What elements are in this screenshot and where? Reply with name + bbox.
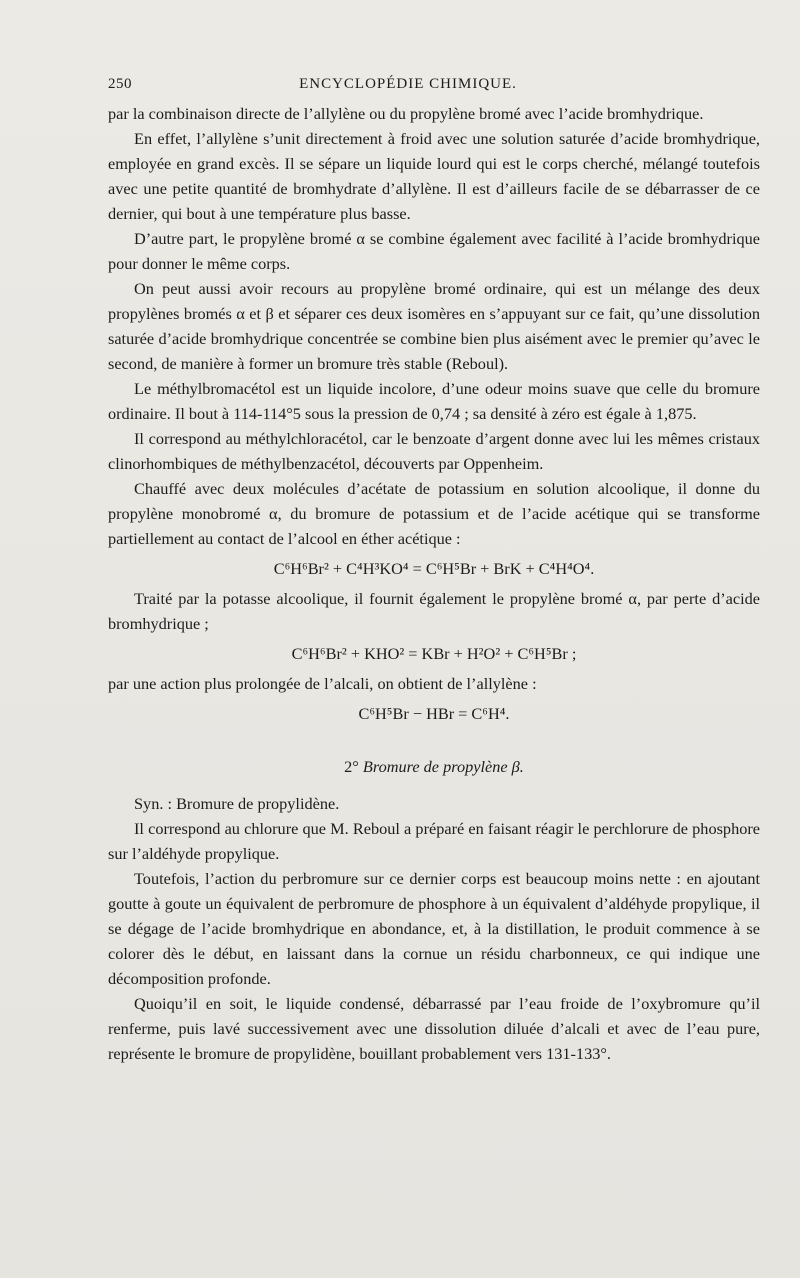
- paragraph-3: D’autre part, le propylène bromé α se combine également avec facilité à l’acide bromhydrique pour donner le même corps.: [108, 229, 760, 273]
- paragraph-12: Quoiqu’il en soit, le liquide condensé, débarrassé par l’eau froide de l’oxybromure qu’il renferme, puis lavé successivement avec une dissolution diluée d’alcali et avec de l’eau pure, représente le bromure de propylidène, bouillant probablement vers 131-133°.: [108, 994, 760, 1063]
- body-text: [108, 101, 760, 1066]
- running-title: ENCYCLOPÉDIE CHIMIQUE.: [299, 76, 517, 92]
- paragraph-5: Le méthylbromacétol est un liquide incolore, d’une odeur moins suave que celle du bromure ordinaire. Il bout à 114-114°5 sous la pression de 0,74 ; sa densité à zéro est égale à 1,875.: [108, 379, 760, 423]
- paragraph-11: Toutefois, l’action du perbromure sur ce dernier corps est beaucoup moins nette : en ajoutant goutte à goute un équivalent de perbromure de phosphore à un équivalent d’aldéhyde propylique, il se dégage de l’acide bromhydrique en abondance, et, à la distillation, le produit commence à se colorer dès le début, en laissant dans la cornue un résidu charbonneux, ce qui indique une décomposition profonde.: [108, 869, 760, 988]
- paragraph-4: On peut aussi avoir recours au propylène bromé ordinaire, qui est un mélange des deux propylènes bromés α et β et séparer ces deux isomères en s’appuyant sur ce fait, qu’une dissolution saturée d’acide bromhydrique concentrée se combine bien plus aisément avec le premier qu’avec le second, de manière à former un bromure très stable (Reboul).: [108, 279, 760, 373]
- page-number: 250: [108, 76, 132, 92]
- paragraph-9: par une action plus prolongée de l’alcali, on obtient de l’allylène :: [108, 674, 537, 693]
- section-heading: [108, 754, 760, 779]
- equation-3: C⁶H⁵Br − HBr = C⁶H⁴.: [358, 704, 510, 723]
- paragraph-7: Chauffé avec deux molécules d’acétate de potassium en solution alcoolique, il donne du propylène monobromé α, du bromure de potassium et de l’acide acétique qui se transforme partiellement au contact de l’alcool en éther acétique :: [108, 479, 760, 548]
- paragraph-2: En effet, l’allylène s’unit directement à froid avec une solution saturée d’acide bromhydrique, employée en grand excès. Il se sépare un liquide lourd qui est le corps cherché, mélangé toutefois avec une petite quantité de bromhydrate d’allylène. Il est d’ailleurs facile de se débarrasser de ce dernier, qui bout à une température plus basse.: [108, 129, 760, 223]
- paragraph-6: Il correspond au méthylchloracétol, car le benzoate d’argent donne avec lui les mêmes cristaux clinorhombiques de méthylbenzacétol, découverts par Oppenheim.: [108, 429, 760, 473]
- paragraph-1: par la combinaison directe de l’allylène ou du propylène bromé avec l’acide bromhydrique.: [108, 104, 704, 123]
- paragraph-8: Traité par la potasse alcoolique, il fournit également le propylène bromé α, par perte d’acide bromhydrique ;: [108, 589, 760, 633]
- equation-2: C⁶H⁶Br² + KHO² = KBr + H²O² + C⁶H⁵Br ;: [291, 644, 577, 663]
- synonym-line: Syn. : Bromure de propylidène.: [134, 794, 340, 813]
- section-number: 2°: [344, 757, 359, 776]
- paragraph-10: Il correspond au chlorure que M. Reboul a préparé en faisant réagir le perchlorure de phosphore sur l’aldéhyde propylique.: [108, 819, 760, 863]
- page-header: [108, 76, 708, 98]
- equation-1: C⁶H⁶Br² + C⁴H³KO⁴ = C⁶H⁵Br + BrK + C⁴H⁴O⁴.: [273, 559, 595, 578]
- section-title: Bromure de propylène β.: [362, 757, 524, 776]
